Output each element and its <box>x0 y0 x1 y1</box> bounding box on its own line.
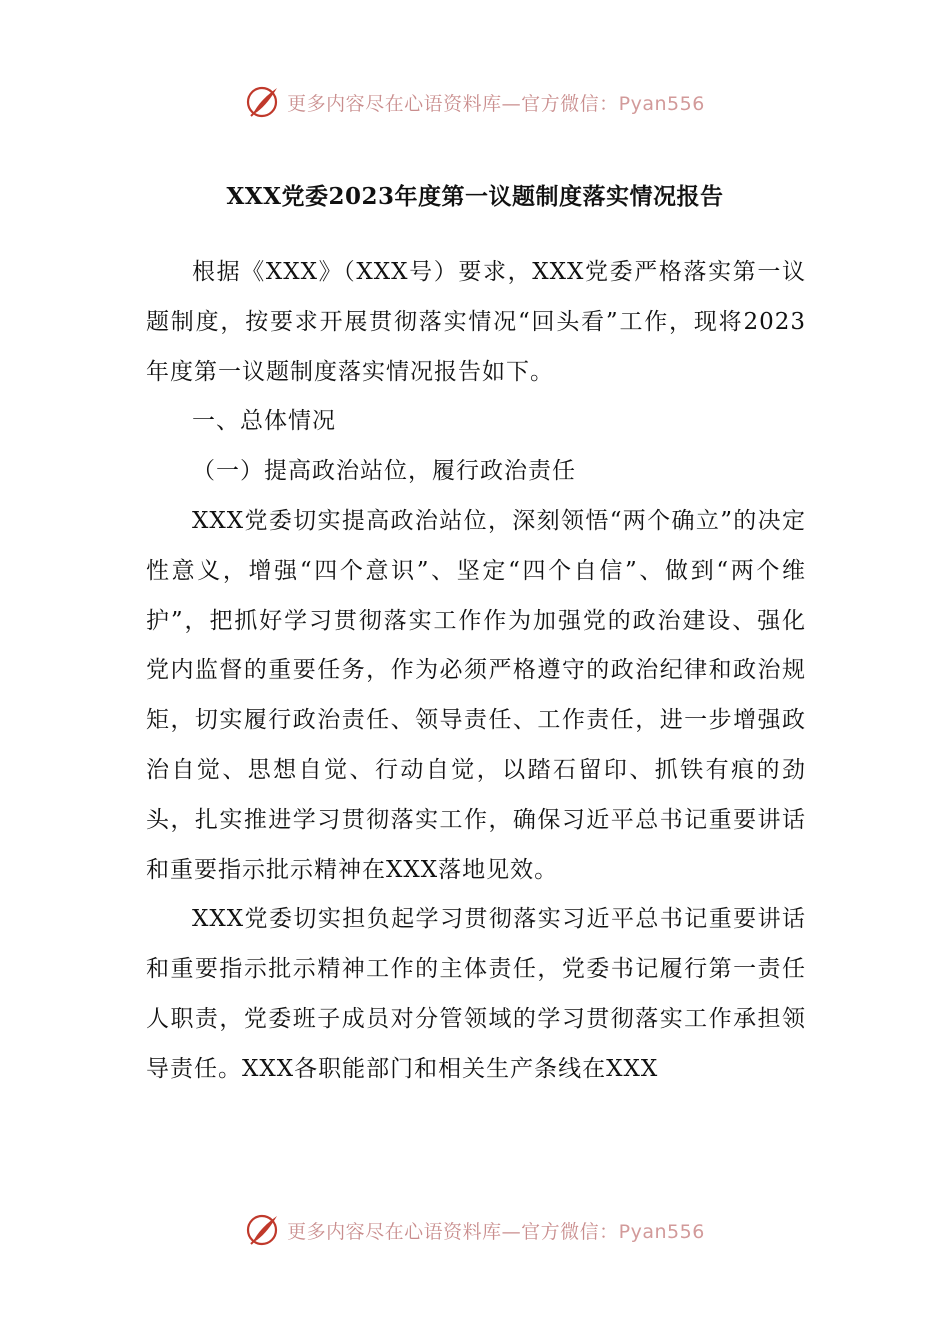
quill-logo-icon <box>245 84 281 120</box>
banner-label: 更多内容尽在心语资料库—官方微信： <box>287 92 619 115</box>
document-body <box>146 248 806 1095</box>
quill-logo-icon <box>245 1212 281 1248</box>
banner-wechat-id: Pyan556 <box>618 92 705 115</box>
paragraph-body: XXX党委切实提高政治站位，深刻领悟“两个确立”的决定性意义，增强“四个意识”、坚定“四个自信”、做到“两个维护”，把抓好学习贯彻落实工作作为加强党的政治建设、强化党内监督的重要任务，作为必须严格遵守的政治纪律和政治规矩，切实履行政治责任、领导责任、工作责任，进一步增强政治自觉、思想自觉、行动自觉，以踏石留印、抓铁有痕的劲头，扎实推进学习贯彻落实工作，确保习近平总书记重要讲话和重要指示批示精神在XXX落地见效。 <box>146 507 806 883</box>
header-watermark-banner <box>0 82 950 122</box>
banner-text <box>287 89 705 116</box>
banner-wechat-id: Pyan556 <box>618 1220 705 1243</box>
section-heading: 一、总体情况 <box>192 408 336 435</box>
subsection-heading: （一）提高政治站位，履行政治责任 <box>192 458 576 485</box>
paragraph-intro: 根据《XXX》（XXX号）要求，XXX党委严格落实第一议题制度，按要求开展贯彻落实情况“回头看”工作，现将2023年度第一议题制度落实情况报告如下。 <box>146 259 806 385</box>
banner-text <box>287 1217 705 1244</box>
document-title: XXX党委2023年度第一议题制度落实情况报告 <box>226 183 724 210</box>
footer-watermark-banner <box>0 1210 950 1250</box>
paragraph-body: XXX党委切实担负起学习贯彻落实习近平总书记重要讲话和重要指示批示精神工作的主体责任，党委书记履行第一责任人职责，党委班子成员对分管领域的学习贯彻落实工作承担领导责任。XXX各职能部门和相关生产条线在XXX <box>146 906 806 1082</box>
banner-label: 更多内容尽在心语资料库—官方微信： <box>287 1220 619 1243</box>
